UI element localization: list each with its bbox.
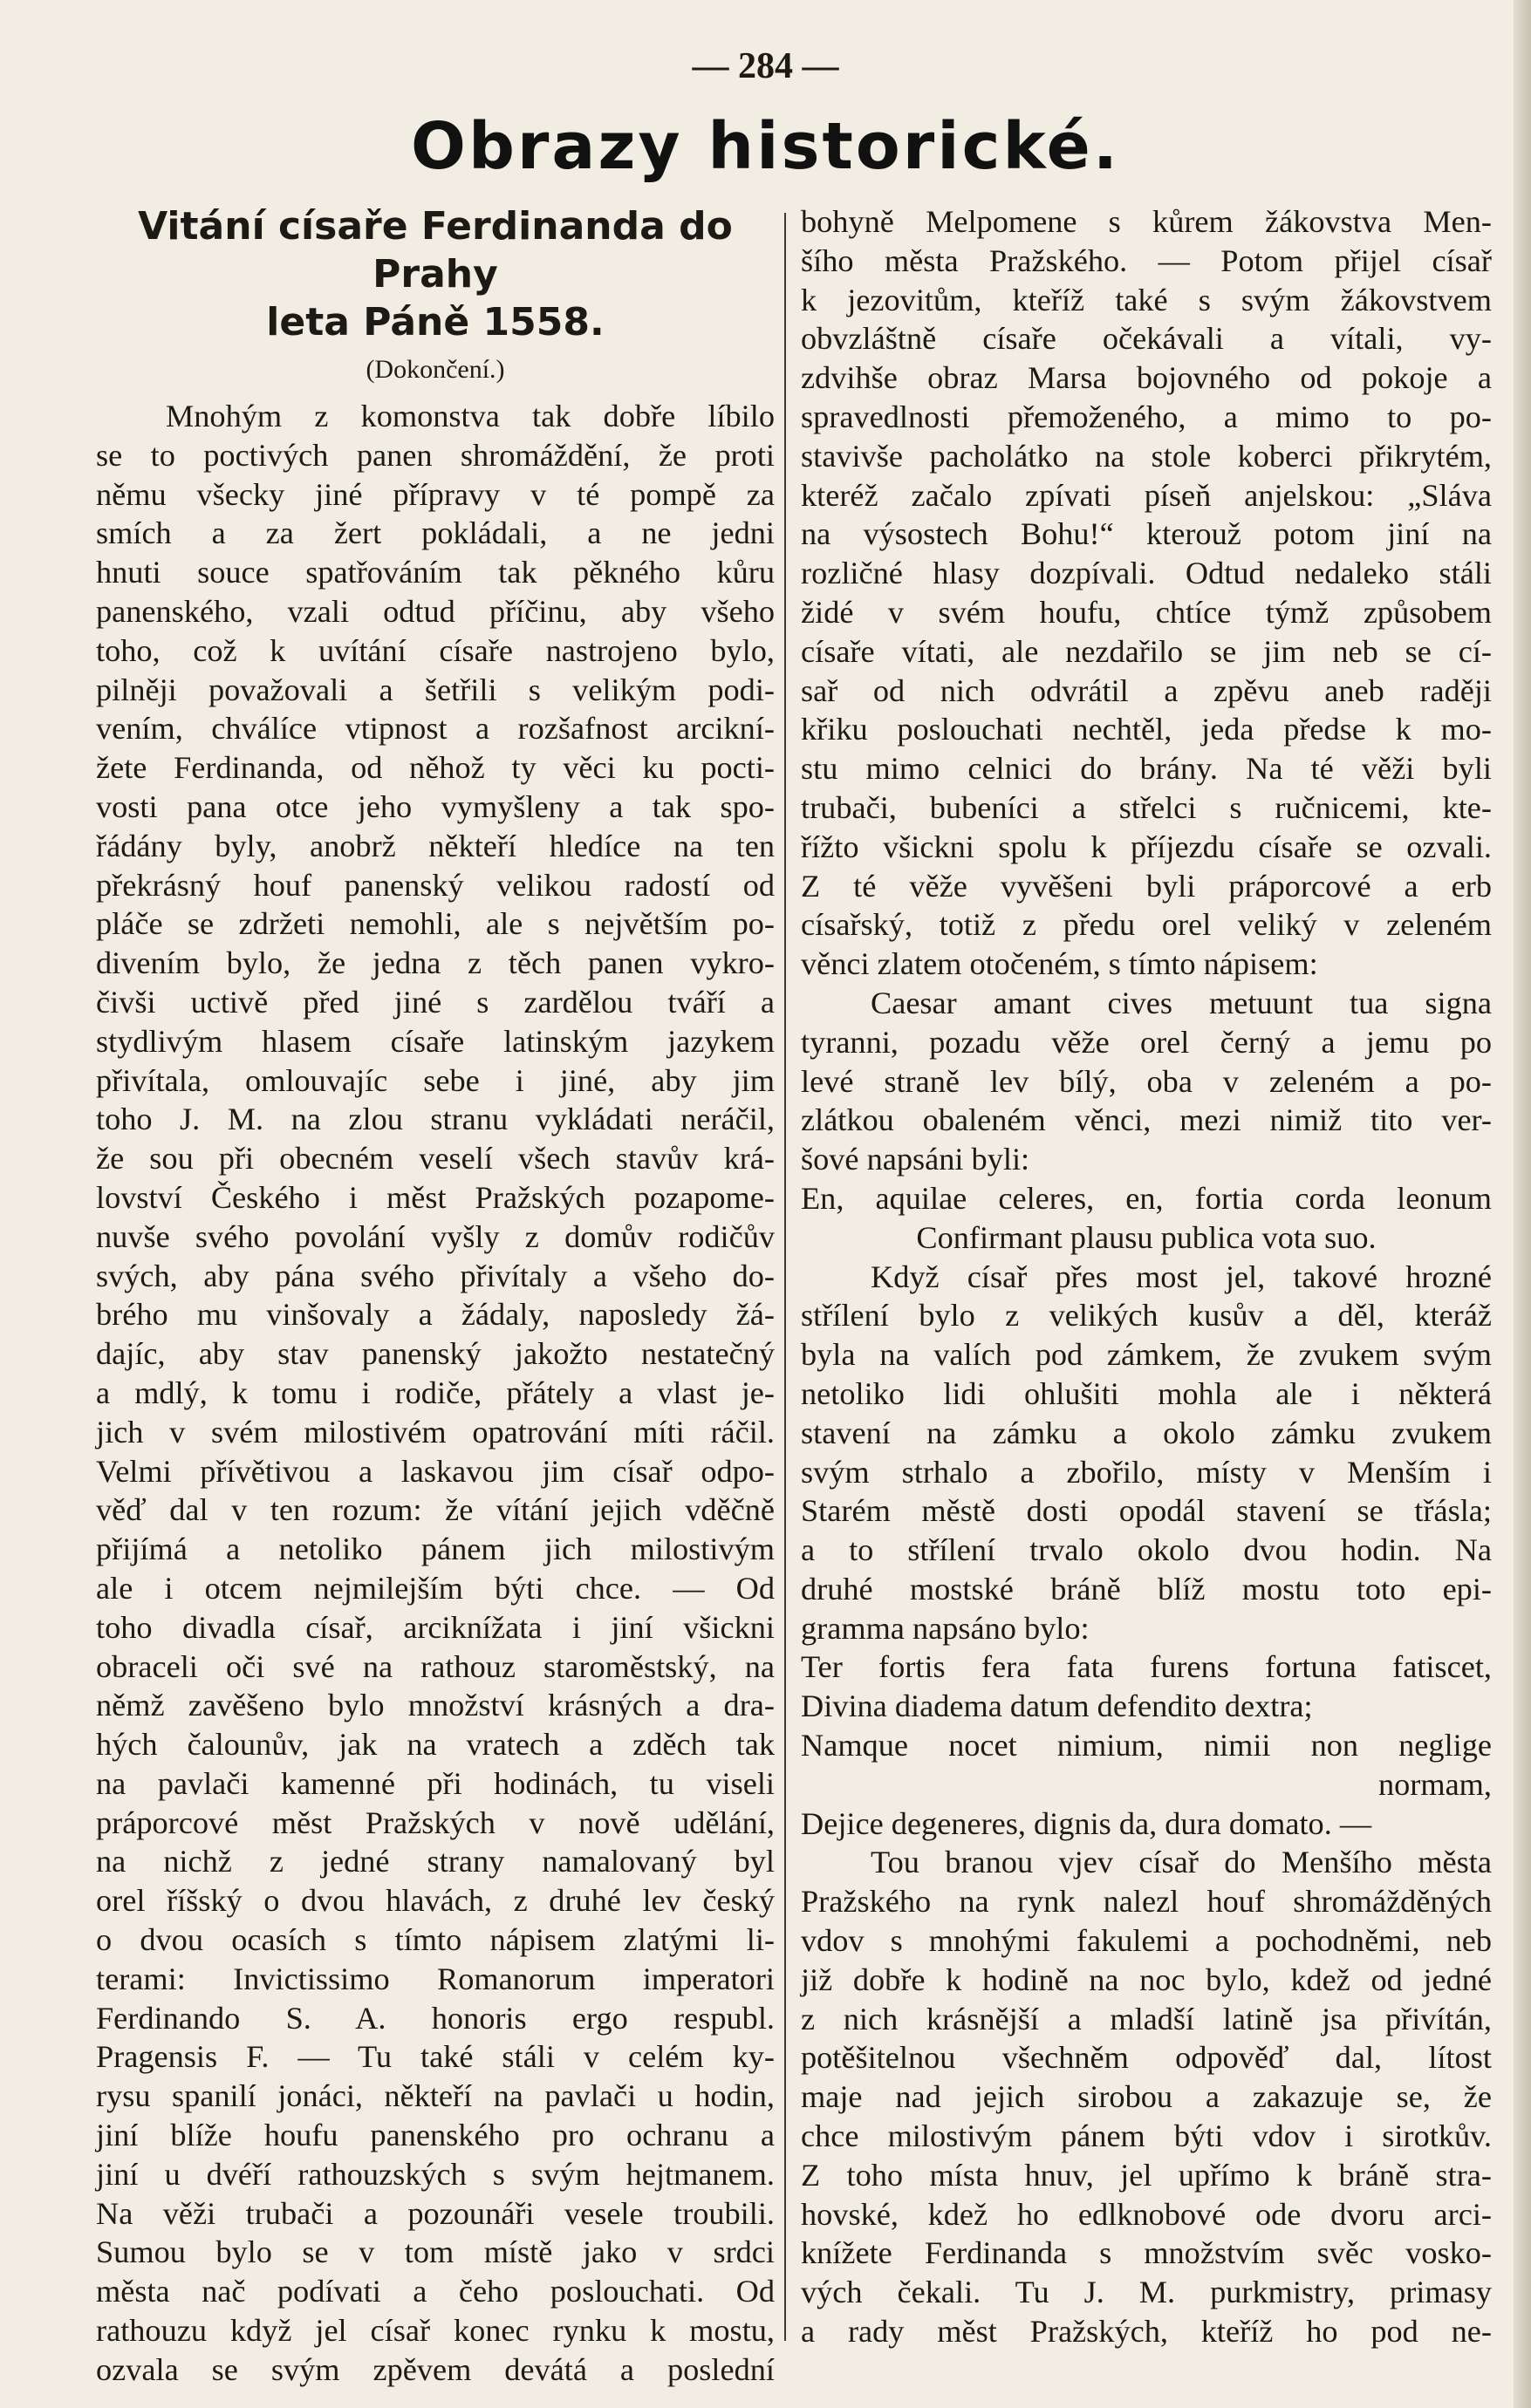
text-line: maje nad jejich sirobou a zakazuje se, že <box>801 2079 1492 2115</box>
text-line: Když císař přes most jel, takové hrozné <box>871 1259 1492 1294</box>
text-line: levé straně lev bílý, oba v zeleném a po- <box>801 1063 1492 1099</box>
text-line: Pražského na rynk nalezl houf shromážděných <box>801 1884 1492 1920</box>
text-line: rysu spanilí jonáci, někteří na pavlači u hodin, <box>96 2078 775 2114</box>
text-line: čivši uctivě před jiné s zardělou tváří a <box>96 984 775 1020</box>
text-line: hovské, kdež ho edlknobové ode dvoru arci- <box>801 2196 1492 2232</box>
text-line: o dvou ocasích s tímto nápisem zlatými li- <box>96 1922 775 1958</box>
text-line: potěšitelnou všechněm odpověď dal, lítost <box>801 2040 1492 2076</box>
text-line: brého mu vinšovaly a žádaly, naposledy žá- <box>96 1297 775 1333</box>
text-line: přijímá a netoliko pánem jich milostivým <box>96 1531 775 1567</box>
text-line: Ferdinando S. A. honoris ergo respubl. <box>96 2000 775 2036</box>
text-line: kteréž začalo zpívati píseň anjelskou: „Sláva <box>801 477 1492 513</box>
text-line: ozvala se svým zpěvem devátá a poslední <box>96 2351 775 2387</box>
text-line: toho, což k uvítání císaře nastrojeno bylo, <box>96 632 775 668</box>
text-line: spravedlnosti přemoženého, a mimo to po- <box>801 399 1492 434</box>
text-line: hých čalounův, jak na vratech a zděch tak <box>96 1727 775 1763</box>
text-line: Mnohým z komonstva tak dobře líbilo <box>166 399 775 433</box>
text-line: Divina diadema datum defendito dextra; <box>801 1688 1313 1724</box>
text-line: zdvihše obraz Marsa bojovného od pokoje a <box>801 360 1492 396</box>
text-line: stu mimo celnici do brány. Na té věži byli <box>801 751 1492 787</box>
text-line: rathouzu když jel císař konec rynku k mostu, <box>96 2313 775 2349</box>
text-line: dajíc, aby stav panenský jakožto nestatečný <box>96 1336 775 1372</box>
section-title: Obrazy historické. <box>411 109 1120 184</box>
text-line: střílení bylo z velikých kusův a děl, kteráž <box>801 1298 1492 1334</box>
article-title: Vitání císaře Ferdinanda do Prahy <box>138 204 733 297</box>
text-line: a rady měst Pražských, kteříž ho pod ne- <box>801 2314 1492 2350</box>
text-line: Ter fortis fera fata furens fortuna fatiscet, <box>801 1649 1492 1685</box>
text-line: ale i otcem nejmilejším býti chce. — Od <box>96 1570 775 1606</box>
right-column-text <box>801 202 1492 2351</box>
text-line: Dejice degeneres, dignis da, dura domato. — <box>801 1805 1372 1841</box>
text-line: pilněji považovali a šetřili s velikým podi- <box>96 672 775 707</box>
text-line: židé v svém houfu, chtíce týmž způsobem <box>801 594 1492 630</box>
text-line: rozličné hlasy dozpívali. Odtud nedaleko stáli <box>801 556 1492 591</box>
text-line: trubači, bubeníci a střelci s ručnicemi, kte- <box>801 789 1492 825</box>
text-line: šové napsáni byli: <box>801 1142 1030 1177</box>
text-line: vosti pana otce jeho vymyšleny a tak spo- <box>96 788 775 824</box>
page-number: — 284 — <box>692 46 839 86</box>
text-line: stydlivým hlasem císaře latinským jazykem <box>96 1023 775 1059</box>
text-line: Na věži trubači a pozounáři vesele troubili. <box>96 2195 775 2231</box>
text-line: toho divadla císař, arciknížata i jiní všickni <box>96 1609 775 1645</box>
text-line: jich v svém milostivém opatrování míti ráčil. <box>96 1414 775 1450</box>
text-line: císařský, totiž z předu orel veliký v zeleném <box>801 907 1492 943</box>
text-line: pláče se zdržeti nemohli, ale s největším po- <box>96 906 775 942</box>
text-line: věnci zlatem otočeném, s tímto nápisem: <box>801 946 1318 982</box>
text-line: překrásný houf panenský velikou radostí od <box>96 867 775 903</box>
text-line: křiku poslouchati nechtěl, jeda předse k mo- <box>801 712 1492 747</box>
text-line: tyranni, pozadu věže orel černý a jemu po <box>801 1024 1492 1060</box>
text-line: žete Ferdinanda, od něhož ty věci ku pocti- <box>96 750 775 786</box>
text-line: panenského, vzali odtud příčinu, aby všeho <box>96 593 775 629</box>
text-line: Z toho místa hnuv, jel upřímo k bráně stra- <box>801 2157 1492 2193</box>
text-line: knížete Ferdinanda s množstvím svěc vosko- <box>801 2235 1492 2271</box>
text-line: řížto všickni spolu k příjezdu císaře se ozvali. <box>801 829 1492 864</box>
text-line: Pragensis F. — Tu také stáli v celém ky- <box>96 2039 775 2075</box>
text-line: obraceli oči své na rathouz staroměstský, na <box>96 1648 775 1684</box>
text-line: Z té věže vyvěšeni byli práporcové a erb <box>801 868 1492 904</box>
text-line: Caesar amant cives metuunt tua signa <box>871 985 1492 1020</box>
text-line: normam, <box>1377 1766 1492 1802</box>
text-line: sař od nich odvrátil a zpěvu aneb raději <box>801 672 1492 708</box>
text-line: byla na valích pod zámkem, že zvukem svým <box>801 1337 1492 1373</box>
left-column-text <box>96 397 775 2390</box>
text-line: zlátkou obaleném věnci, mezi nimiž tito ver- <box>801 1102 1492 1138</box>
text-line: Tou branou vjev císař do Menšího města <box>871 1845 1492 1880</box>
text-line: k jezovitům, kteříž také s svým žákovstvem <box>801 282 1492 317</box>
article-subtitle: (Dokončení.) <box>366 355 505 384</box>
text-line: již dobře k hodině na noc bylo, kdež od jedné <box>801 1961 1492 1997</box>
text-line: jiní blíže houfu panenského pro ochranu a <box>96 2118 775 2153</box>
text-line: z nich krásnější a mladší latině jsa přivítán, <box>801 2001 1492 2036</box>
text-line: císaře vítati, ale nezdařilo se jim neb se cí- <box>801 633 1492 669</box>
text-line: toho J. M. na zlou stranu vykládati neráčil, <box>96 1102 775 1137</box>
text-line: terami: Invictissimo Romanorum imperatori <box>96 1961 775 1996</box>
text-line: města nač podívati a čeho poslouchati. Od <box>96 2274 775 2309</box>
text-line: na pavlači kamenné při hodinách, tu viseli <box>96 1765 775 1801</box>
text-line: Sumou bylo se v tom místě jako v srdci <box>96 2234 775 2270</box>
text-line: stavení na zámku a okolo zámku zvukem <box>801 1415 1492 1450</box>
text-line: vdov s mnohými fakulemi a pochodněmi, neb <box>801 1923 1492 1959</box>
text-line: se to poctivých panen shromáždění, že proti <box>96 437 775 473</box>
text-line: gramma napsáno bylo: <box>801 1610 1090 1646</box>
text-line: svým strhalo a zbořilo, místy v Menším i <box>801 1454 1492 1490</box>
text-line: a mdlý, k tomu i rodiče, přátely a vlast je- <box>96 1375 775 1410</box>
text-line: na nichž z jedné strany namalovaný byl <box>96 1844 775 1879</box>
right-column <box>801 202 1492 2351</box>
text-line: a to střílení trvalo okolo dvou hodin. Na <box>801 1532 1492 1568</box>
text-line: lovství Českého i měst Pražských pozapome- <box>96 1179 775 1215</box>
text-line: řádány byly, anobrž někteří hledíce na ten <box>96 828 775 863</box>
text-line: němž zavěšeno bylo množství krásných a dra- <box>96 1688 775 1723</box>
text-line: En, aquilae celeres, en, fortia corda leonum <box>801 1180 1492 1216</box>
left-column <box>96 202 775 2390</box>
text-line: hnuti souce spatřováním tak pěkného kůru <box>96 555 775 590</box>
text-line: druhé mostské bráně blíž mostu toto epi- <box>801 1571 1492 1606</box>
text-line: jiní u dvéří rathouzských s svým hejtmanem. <box>96 2156 775 2192</box>
text-line: Confirmant plausu publica vota suo. <box>916 1219 1377 1255</box>
text-line: Namque nocet nimium, nimii non neglige <box>801 1728 1492 1763</box>
text-line: divením bylo, že jedna z těch panen vykro- <box>96 945 775 981</box>
text-line: vením, chválíce vtipnost a rozšafnost arcikní- <box>96 711 775 747</box>
text-line: šího města Pražského. — Potom přijel císař <box>801 242 1492 278</box>
text-line: věď dal v ten rozum: že vítání jejich vděčně <box>96 1492 775 1528</box>
text-line: orel říšský o dvou hlavách, z druhé lev český <box>96 1883 775 1919</box>
text-line: vých čekali. Tu J. M. purkmistry, primasy <box>801 2275 1492 2310</box>
column-divider <box>784 213 786 2341</box>
text-line: že sou při obecném veselí všech stavův krá- <box>96 1141 775 1177</box>
text-line: netoliko lidi ohlušiti mohla ale i některá <box>801 1375 1492 1411</box>
text-line: obvzláštně císaře očekávali a vítali, vy- <box>801 321 1492 357</box>
text-line: svých, aby pána svého přivítaly a všeho do- <box>96 1258 775 1293</box>
text-line: přivítala, omlouvajíc sebe i jiné, aby jim <box>96 1062 775 1098</box>
page-edge <box>1514 0 1531 2408</box>
text-line: stavivše pacholátko na stole koberci přikrytém, <box>801 438 1492 474</box>
text-line: bohyně Melpomene s kůrem žákovstva Men- <box>801 204 1492 239</box>
text-line: Starém městě dosti opodál stavení se třásla; <box>801 1493 1492 1529</box>
text-line: smích a za žert pokládali, a ne jedni <box>96 515 775 551</box>
text-line: Velmi přívětivou a laskavou jim císař odpo- <box>96 1453 775 1489</box>
article-title-year: leta Páně 1558. <box>266 300 605 344</box>
text-line: němu všecky jiné přípravy v té pompě za <box>96 476 775 512</box>
text-line: chce milostivým pánem býti vdov i sirotkův. <box>801 2118 1492 2154</box>
text-line: nuvše svého povolání vyšly z domův rodičův <box>96 1218 775 1254</box>
text-line: na výsostech Bohu!“ kterouž potom jiní na <box>801 516 1492 552</box>
text-line: práporcové měst Pražských v nově udělání, <box>96 1804 775 1840</box>
